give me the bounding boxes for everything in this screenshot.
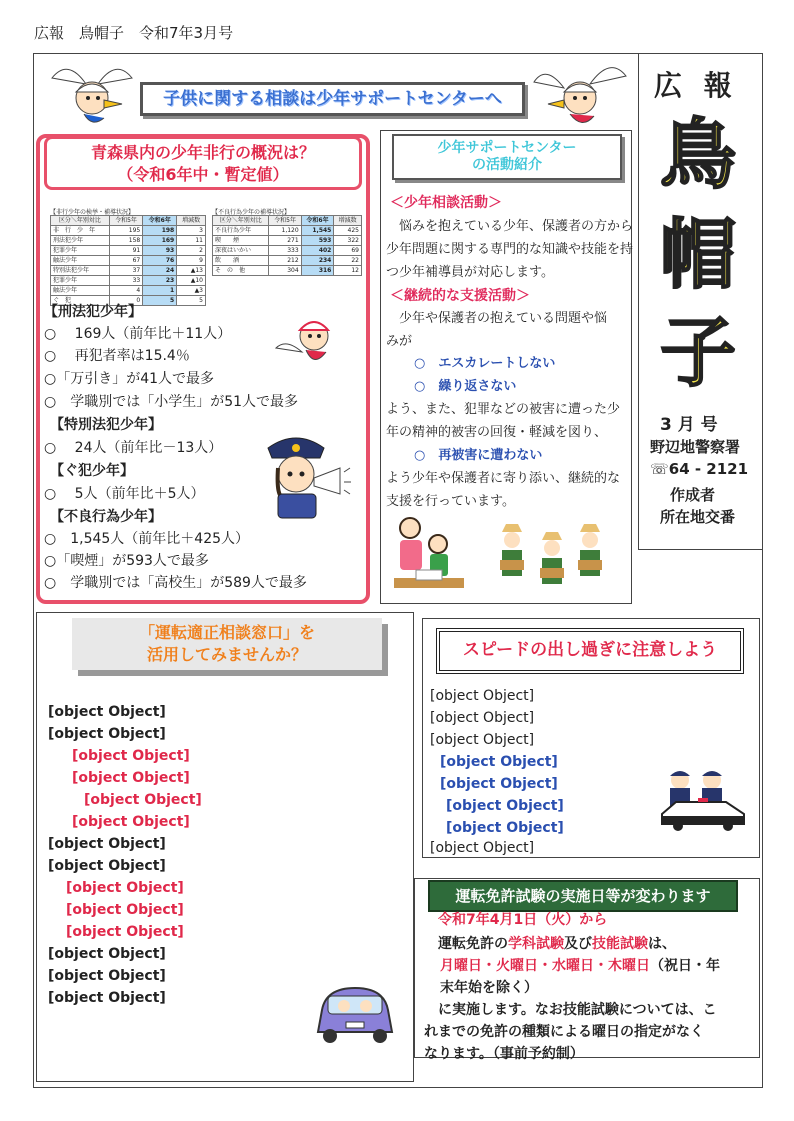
support-text: 年の精神的被害の回復・軽減を図り、 <box>386 425 608 440</box>
police-car-icon <box>656 766 752 836</box>
support-text: 少年問題に関する専門的な知識や技能を持 <box>386 242 634 257</box>
misconduct-table <box>212 215 362 276</box>
speed-line: [object Object] <box>440 776 558 792</box>
speed-line: [object Object] <box>430 732 535 748</box>
stats-title <box>44 136 362 190</box>
speed-line: [object Object] <box>446 820 564 836</box>
exam-date: 令和7年4月1日（火）から <box>438 912 608 928</box>
exam-line-1 <box>424 934 676 954</box>
masthead-koho: 広 報 <box>654 69 738 102</box>
consult-line: [object Object] <box>48 968 166 984</box>
table-row: 不良行為少年 1,120 1,545 425 <box>213 226 362 236</box>
table-row: ぐ 犯 0 5 5 <box>51 296 206 306</box>
t1-h2: 令和6年 <box>143 216 177 226</box>
stats-line: ○ 学職別では「高校生」が589人で最多 <box>44 575 307 591</box>
table-row: 非 行 少 年 195 198 3 <box>51 226 206 236</box>
farmers-harvest-icon <box>498 520 606 596</box>
exam-text: 運転免許の <box>424 936 508 952</box>
consult-line: [object Object] <box>84 792 202 808</box>
issue-label: 3 月 号 <box>660 415 718 435</box>
stats-line: ○ 24人（前年比－13人） <box>44 440 223 456</box>
support-text: 悩みを抱えている少年、保護者の方から <box>386 219 634 234</box>
table-row: 犯罪少年 33 23 ▲10 <box>51 276 206 286</box>
stats-line: ○「喫煙」が593人で最多 <box>44 553 209 569</box>
consult-line: [object Object] <box>48 990 166 1006</box>
bird-mascot-left-icon <box>48 58 136 134</box>
bird-mascot-right-icon <box>530 58 630 138</box>
support-item: ○ エスカレートしない <box>414 356 556 371</box>
exam-text: は、 <box>648 936 676 952</box>
consult-line: [object Object] <box>48 946 166 962</box>
stats-line: 【刑法犯少年】 <box>44 304 142 320</box>
masthead-title-char-1: 鳥 <box>660 110 736 199</box>
exam-line-4: に実施します。なお技能試験については、こ <box>424 1002 717 1018</box>
consult-title-line1: 「運転適正相談窓口」を <box>138 623 315 642</box>
t2-h2: 令和6年 <box>301 216 334 226</box>
consult-line: [object Object] <box>66 924 184 940</box>
table-row: 触法少年 4 1 ▲3 <box>51 286 206 296</box>
t2-h3: 増減数 <box>334 216 362 226</box>
stats-line: ○ 169人（前年比＋11人） <box>44 326 232 342</box>
exam-text: （祝日・年 <box>650 958 720 974</box>
police-officer-megaphone-icon <box>256 428 352 524</box>
support-text: よう少年や保護者に寄り添い、継続的な <box>386 471 621 486</box>
exam-written-test: 学科試験 <box>508 936 564 952</box>
table-row: そ の 他 304 316 12 <box>213 266 362 276</box>
juvenile-table <box>50 215 206 306</box>
stats-title-line1: 青森県内の少年非行の概況は？ <box>90 143 315 162</box>
table-row: 刑法犯少年 158 169 11 <box>51 236 206 246</box>
exam-title: 運転免許試験の実施日等が変わります <box>428 880 738 912</box>
exam-line-3: 末年始を除く） <box>440 980 538 996</box>
table1-caption: 【非行少年の検挙・補導状況】 <box>50 209 135 216</box>
speed-line: [object Object] <box>430 840 535 856</box>
stats-title-line2: （令和6年中・暫定値） <box>117 165 289 184</box>
consult-line: [object Object] <box>66 902 184 918</box>
stats-line: ○ 学職別では「小学生」が51人で最多 <box>44 394 299 410</box>
stats-line: ○ 5人（前年比＋5人） <box>44 486 205 502</box>
exam-line-6: なります。（事前予約制） <box>424 1046 584 1062</box>
consult-line: [object Object] <box>72 770 190 786</box>
stats-line: 【特別法犯少年】 <box>50 417 162 433</box>
table2-caption: 【不良行為少年の補導状況】 <box>212 209 291 216</box>
speed-title: スピードの出し過ぎに注意しよう <box>436 628 744 674</box>
support-title-line1: 少年サポートセンター <box>437 140 577 156</box>
consult-line: [object Object] <box>66 880 184 896</box>
support-heading-1: ＜少年相談活動＞ <box>390 195 502 211</box>
bird-mascot-small-icon <box>272 308 342 376</box>
consult-line: [object Object] <box>48 836 166 852</box>
support-text: 少年や保護者の抱えている問題や悩 <box>386 311 608 326</box>
speed-line: [object Object] <box>430 710 535 726</box>
consult-line: [object Object] <box>48 704 166 720</box>
t1-h0: 区分＼年別対比 <box>51 216 110 226</box>
stats-line: ○ 1,545人（前年比＋425人） <box>44 531 250 547</box>
table-row: 特別法犯少年 37 24 ▲13 <box>51 266 206 276</box>
table-row: 深夜はいかい 333 402 69 <box>213 246 362 256</box>
support-title <box>392 134 622 180</box>
stats-line: ○「万引き」が41人で最多 <box>44 371 215 387</box>
exam-weekdays: 月曜日・火曜日・水曜日・木曜日 <box>440 958 650 974</box>
consult-line: [object Object] <box>48 858 166 874</box>
support-text: 支援を行っています。 <box>386 494 515 509</box>
table-row: 飲 酒 212 234 22 <box>213 256 362 266</box>
support-item: ○ 繰り返さない <box>414 379 517 394</box>
t2-h1: 令和5年 <box>269 216 301 226</box>
consult-line: [object Object] <box>72 748 190 764</box>
table-row: 触法少年 67 76 9 <box>51 256 206 266</box>
masthead-title-char-3: 子 <box>660 308 736 397</box>
station-name: 野辺地警察署 <box>650 438 741 456</box>
car-with-passengers-icon <box>312 980 398 1054</box>
phone-number: ☏64 - 2121 <box>650 460 749 478</box>
exam-line-2 <box>440 956 720 976</box>
support-text: みが <box>386 334 413 349</box>
consult-title-line2: 活用してみませんか？ <box>146 645 307 664</box>
support-item: ○ 再被害に遭わない <box>414 448 543 463</box>
page-header: 広報 鳥帽子 令和7年3月号 <box>34 24 234 42</box>
stats-line: 【ぐ犯少年】 <box>50 463 134 479</box>
speed-line: [object Object] <box>440 754 558 770</box>
t1-h1: 令和5年 <box>109 216 143 226</box>
consult-line: [object Object] <box>48 726 166 742</box>
consult-title <box>72 618 382 670</box>
exam-skill-test: 技能試験 <box>592 936 648 952</box>
author-label: 作成者 <box>670 486 716 504</box>
support-title-line2: の活動紹介 <box>472 157 542 173</box>
stats-line: 【不良行為少年】 <box>50 509 162 525</box>
support-heading-2: ＜継続的な支援活動＞ <box>390 288 530 304</box>
speed-line: [object Object] <box>430 688 535 704</box>
table-row: 喫 煙 271 593 322 <box>213 236 362 246</box>
youth-support-banner: 子供に関する相談は少年サポートセンターへ <box>140 82 525 116</box>
consult-line: [object Object] <box>72 814 190 830</box>
masthead-title-char-2: 帽 <box>660 210 736 299</box>
speed-line: [object Object] <box>446 798 564 814</box>
table-row: 犯罪少年 91 93 2 <box>51 246 206 256</box>
stats-line: ○ 再犯者率は15.4％ <box>44 348 190 364</box>
support-text: つ少年補導員が対応します。 <box>386 265 554 280</box>
t1-h3: 増減数 <box>177 216 206 226</box>
exam-line-5: れまでの免許の種類による曜日の指定がなく <box>424 1024 704 1040</box>
t2-h0: 区分＼年別対比 <box>213 216 269 226</box>
parent-child-study-icon <box>392 514 468 598</box>
support-text: よう、また、犯罪などの被害に遭った少 <box>386 402 621 417</box>
author-name: 所在地交番 <box>660 508 736 526</box>
exam-text: 及び <box>564 936 592 952</box>
